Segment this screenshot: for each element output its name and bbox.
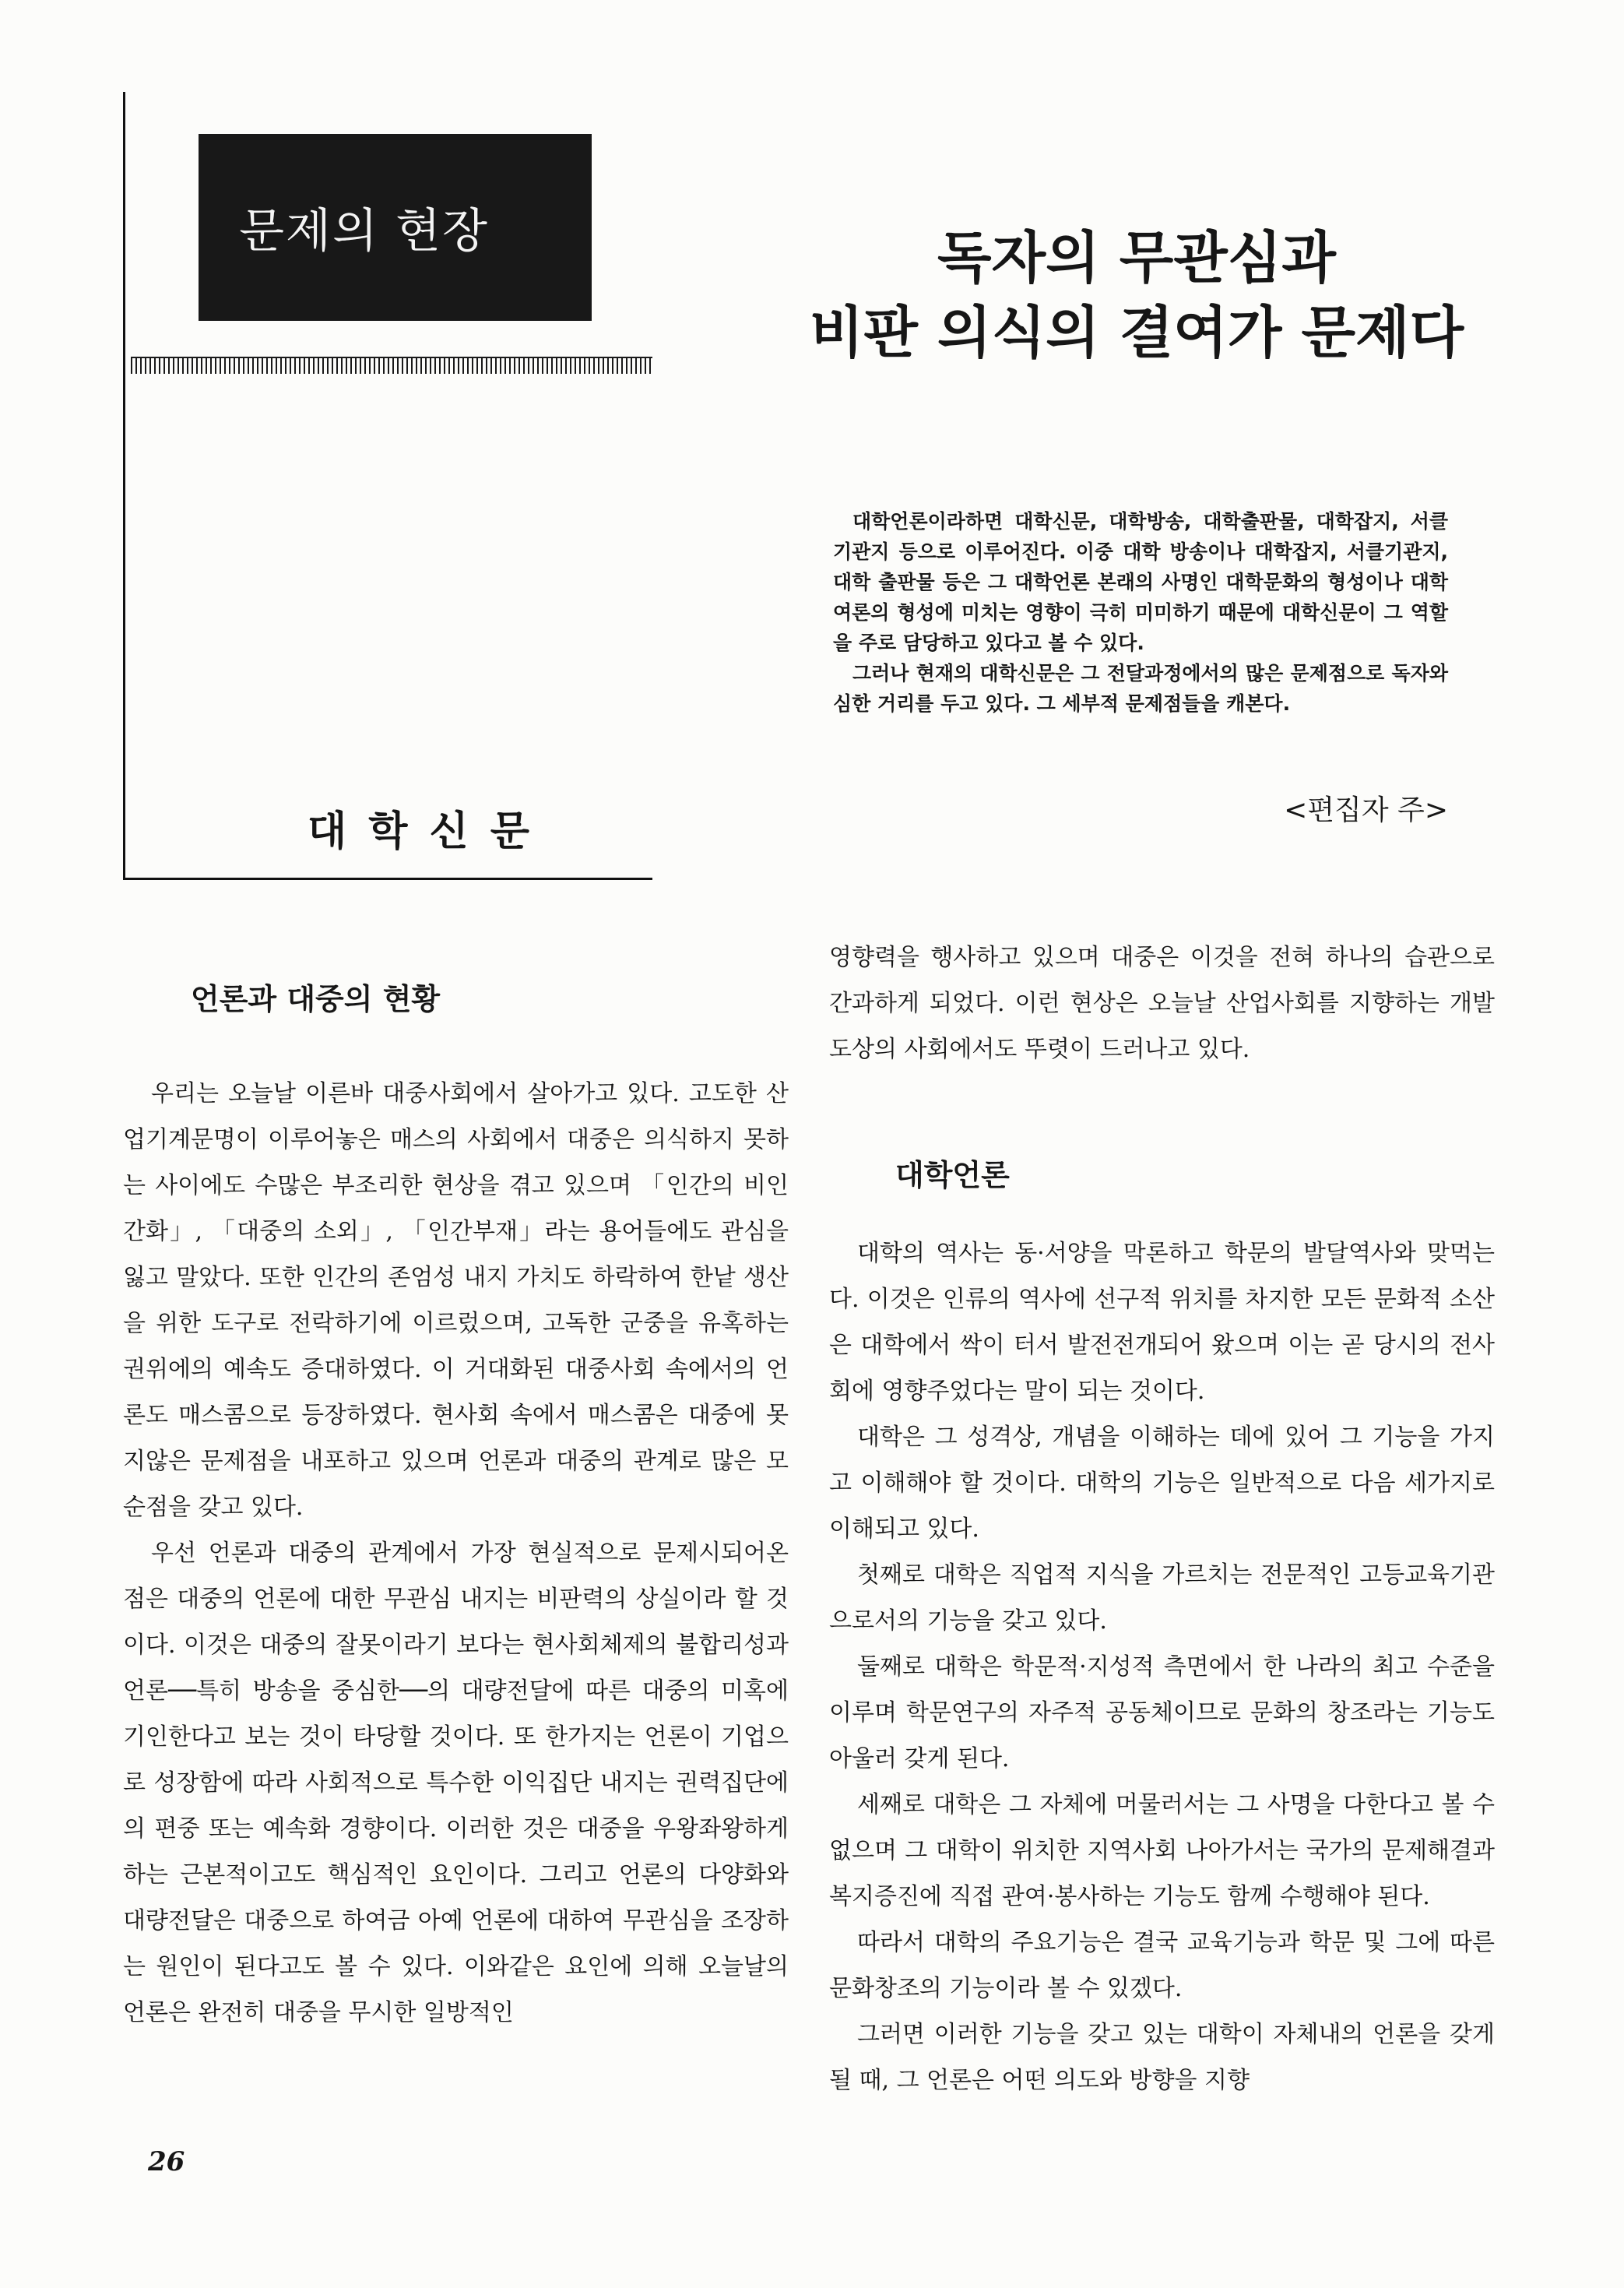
article-title [747, 220, 1526, 370]
body-column-left [123, 1071, 789, 2036]
editor-note-paragraph: 그러나 현재의 대학신문은 그 전달과정에서의 많은 문제점으로 독자와 심한 거리를 두고 있다. 그 세부적 문제점들을 캐본다. [833, 662, 1448, 715]
title-line-1: 독자의 무관심과 [937, 225, 1336, 290]
body-column-right-top [829, 935, 1495, 1072]
body-paragraph: 영향력을 행사하고 있으며 대중은 이것을 전혀 하나의 습관으로 간과하게 되었다. 이런 현상은 오늘날 산업사회를 지향하는 개발도상의 사회에서도 뚜렷이 드러나고 있다. [829, 944, 1495, 1063]
title-line-2: 비판 의식의 결여가 문제다 [809, 300, 1464, 365]
page-number: 26 [148, 2146, 185, 2177]
body-paragraph: 그러면 이러한 기능을 갖고 있는 대학이 자체내의 언론을 갖게 될 때, 그 언론은 어떤 의도와 방향을 지향 [829, 2021, 1495, 2094]
series-title: 대학신문 [308, 808, 551, 855]
body-column-right [829, 1230, 1495, 2103]
hatch-divider [131, 358, 652, 374]
section-label-text: 문제의 현장 [239, 204, 489, 259]
body-paragraph: 대학의 역사는 동·서양을 막론하고 학문의 발달역사와 맞먹는다. 이것은 인류의 역사에 선구적 위치를 차지한 모든 문화적 소산은 대학에서 싹이 터서 발전전개되어 왔으며 이는 곧 당시의 전사회에 영향주었다는 말이 되는 것이다. [829, 1240, 1495, 1405]
body-paragraph: 따라서 대학의 주요기능은 결국 교육기능과 학문 및 그에 따른 문화창조의 기능이라 볼 수 있겠다. [829, 1929, 1495, 2002]
editor-note [833, 506, 1448, 719]
body-paragraph: 첫째로 대학은 직업적 지식을 가르치는 전문적인 고등교육기관으로서의 기능을 갖고 있다. [829, 1561, 1495, 1635]
body-paragraph: 우리는 오늘날 이른바 대중사회에서 살아가고 있다. 고도한 산업기계문명이 이루어놓은 매스의 사회에서 대중은 의식하지 못하는 사이에도 수많은 부조리한 현상을 겪고 있으며 「인간의 비인간화」, 「대중의 소외」, 「인간부재」라는 용어들에도 관심을 잃고 말았다. 또한 인간의 존엄성 내지 가치도 하락하여 한낱 생산을 위한 도구로 전락하기에 이르렀으며, 고독한 군중을 유혹하는 권위에의 예속도 증대하였다. 이 거대화된 대중사회 속에서의 언론도 매스콤으로 등장하였다. 현사회 속에서 매스콤은 대중에 못지않은 문제점을 내포하고 있으며 언론과 대중의 관계로 많은 모순점을 갖고 있다. [123, 1080, 789, 1521]
editor-credit: <편집자 주> [1284, 794, 1448, 826]
section-heading: 언론과 대중의 현황 [191, 982, 441, 1016]
body-paragraph: 세째로 대학은 그 자체에 머물러서는 그 사명을 다한다고 볼 수 없으며 그 대학이 위치한 지역사회 나아가서는 국가의 문제해결과 복지증진에 직접 관여·봉사하는 기능도 함께 수행해야 된다. [829, 1791, 1495, 1910]
body-paragraph: 대학은 그 성격상, 개념을 이해하는 데에 있어 그 기능을 가지고 이해해야 할 것이다. 대학의 기능은 일반적으로 다음 세가지로 이해되고 있다. [829, 1424, 1495, 1543]
body-paragraph: 우선 언론과 대중의 관계에서 가장 현실적으로 문제시되어온 점은 대중의 언론에 대한 무관심 내지는 비판력의 상실이라 할 것이다. 이것은 대중의 잘못이라기 보다는 현사회체제의 불합리성과 언론──특히 방송을 중심한──의 대량전달에 따른 대중의 미혹에 기인한다고 보는 것이 타당할 것이다. 또 한가지는 언론이 기업으로 성장함에 따라 사회적으로 특수한 이익집단 내지는 권력집단에의 편중 또는 예속화 경향이다. 이러한 것은 대중을 우왕좌왕하게 하는 근본적이고도 핵심적인 요인이다. 그리고 언론의 다양화와 대량전달은 대중으로 하여금 아예 언론에 대하여 무관심을 조장하는 원인이 된다고도 볼 수 있다. 이와같은 요인에 의해 오늘날의 언론은 완전히 대중을 무시한 일방적인 [123, 1540, 789, 2026]
section-heading: 대학언론 [895, 1158, 1010, 1192]
section-label [199, 134, 592, 321]
editor-note-paragraph: 대학언론이라하면 대학신문, 대학방송, 대학출판물, 대학잡지, 서클 기관지 등으로 이루어진다. 이중 대학 방송이나 대학잡지, 서클기관지, 대학 출판물 등은 그 대학언론 본래의 사명인 대학문화의 형성이나 대학여론의 형성에 미치는 영향이 극히 미미하기 때문에 대학신문이 그 역할을 주로 담당하고 있다고 볼 수 있다. [833, 510, 1448, 654]
body-paragraph: 둘째로 대학은 학문적·지성적 측면에서 한 나라의 최고 수준을 이루며 학문연구의 자주적 공동체이므로 문화의 창조라는 기능도 아울러 갖게 된다. [829, 1653, 1495, 1772]
